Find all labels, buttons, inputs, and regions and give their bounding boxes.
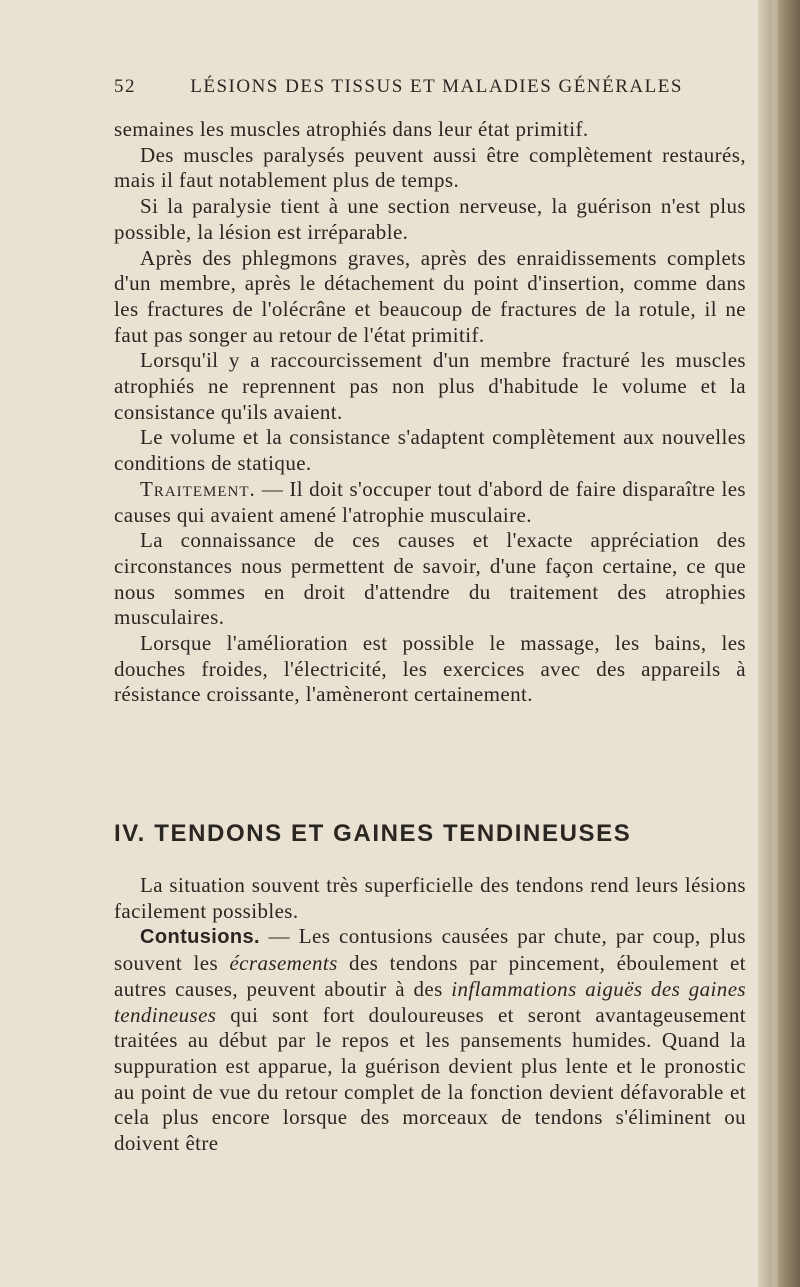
paragraph-text: des tendons par pincement, éboulement et autres causes, peuvent aboutir à des — [114, 951, 746, 1001]
run-in-label: Traitement. — [140, 476, 256, 501]
paragraph-contusions — [114, 924, 746, 1156]
run-in-label: Contusions. — [140, 926, 260, 949]
body-text-top — [114, 117, 746, 708]
running-header — [114, 76, 746, 98]
section-heading: IV. TENDONS ET GAINES TENDINEUSES — [114, 820, 632, 847]
paragraph: Lorsque l'amélioration est possible le massage, les bains, les douches froides, l'électricité, les exercices avec des appareils à résistance croissante, l'amèneront certainement. — [114, 631, 746, 707]
paragraph: Après des phlegmons graves, après des enraidissements complets d'un membre, après le détachement du point d'insertion, comme dans les fractures de l'olécrâne et beaucoup de fractures de la rotule, il ne faut pas songer au retour de l'état primitif. — [114, 245, 746, 347]
emphasis: inflammations aiguës des gaines tendineuses — [114, 976, 746, 1027]
paragraph: Le volume et la consistance s'adaptent complètement aux nouvelles conditions de statique. — [114, 425, 746, 476]
paragraph-text: qui sont fort douloureuses et seront avantageusement traitées au début par le repos et les pansements humides. Quand la suppuration est apparue, la guérison devient plus lente et le pronostic au point de vue du retour complet de la fonction devient défavorable et cela plus encore lorsque des morceaux de tendons s'éliminent ou doivent être — [114, 1002, 746, 1156]
page-number: 52 — [114, 76, 136, 97]
paragraph: La connaissance de ces causes et l'exacte appréciation des circonstances nous permettent de savoir, d'une façon certaine, ce que nous sommes en droit d'attendre du traitement des atrophies musculaires. — [114, 528, 746, 630]
running-title: LÉSIONS DES TISSUS ET MALADIES GÉNÉRALES — [190, 76, 683, 97]
paragraph: Si la paralysie tient à une section nerveuse, la guérison n'est plus possible, la lésion est irréparable. — [114, 194, 746, 244]
paragraph-traitement — [114, 477, 746, 528]
paragraph: Lorsqu'il y a raccourcissement d'un membre fracturé les muscles atrophiés ne reprennent pas non plus d'habitude le volume et la consistance qu'ils avaient. — [114, 348, 746, 424]
paragraph: La situation souvent très superficielle des tendons rend leurs lésions facilement possibles. — [114, 873, 746, 923]
paragraph-text: — Les contusions causées par chute, par coup, plus souvent les — [114, 924, 746, 976]
emphasis: écrasements — [229, 951, 338, 976]
paragraph-text: — Il doit s'occuper tout d'abord de faire disparaître les causes qui avaient amené l'atrophie musculaire. — [114, 476, 746, 527]
paragraph: semaines les muscles atrophiés dans leur état primitif. — [114, 117, 589, 141]
paragraph: Des muscles paralysés peuvent aussi être complètement restaurés, mais il faut notablement plus de temps. — [114, 142, 746, 193]
body-text-bottom — [114, 873, 746, 1157]
page-edge — [758, 0, 800, 1287]
